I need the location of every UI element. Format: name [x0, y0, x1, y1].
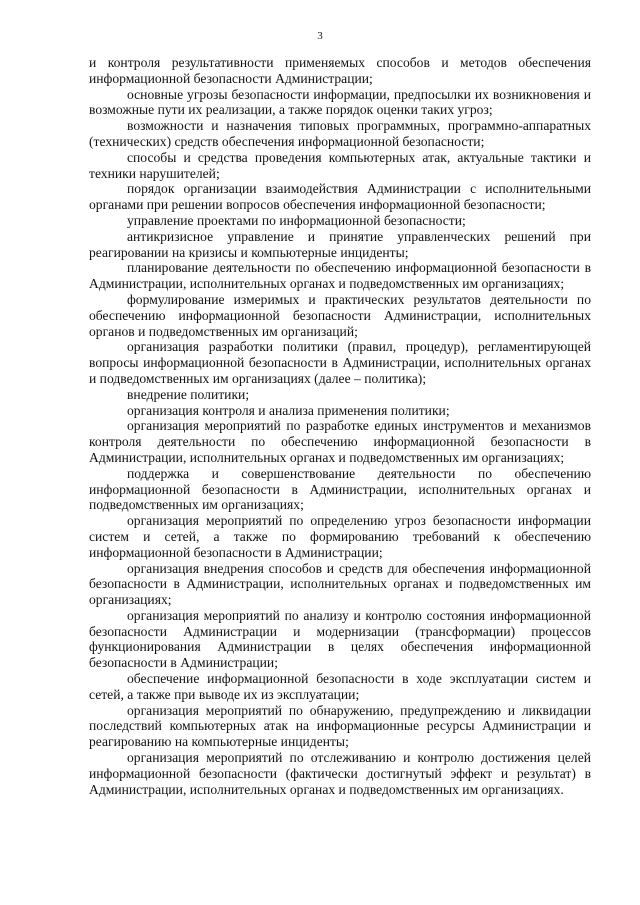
paragraph: поддержка и совершенствование деятельности по обеспечению информационной безопасности в Администрации, исполнительных органах и подведомственных им организациях; — [89, 465, 591, 513]
paragraph: антикризисное управление и принятие управленческих решений при реагировании на кризисы и компьютерные инциденты; — [89, 228, 591, 260]
paragraph: внедрение политики; — [127, 386, 250, 402]
paragraph: планирование деятельности по обеспечению информационной безопасности в Администрации, исполнительных органах и подведомственных им организациях; — [89, 260, 591, 292]
document-body — [89, 55, 591, 797]
paragraph: обеспечение информационной безопасности в ходе эксплуатации систем и сетей, а также при выводе их из эксплуатации; — [89, 671, 591, 702]
paragraph: основные угрозы безопасности информации, предпосылки их возникновения и возможные пути их реализации, а также порядок оценки таких угроз; — [89, 86, 591, 118]
paragraph: организация мероприятий по отслеживанию и контролю достижения целей информационной безопасности (фактически достигнутый эффект и результат) в Администрации, исполнительных органах и подведомственных им организациях. — [89, 750, 591, 797]
paragraph: способы и средства проведения компьютерных атак, актуальные тактики и техники нарушителей; — [89, 149, 591, 181]
paragraph: порядок организации взаимодействия Администрации с исполнительными органами при решении вопросов обеспечения информационной безопасности; — [89, 181, 591, 213]
page-number: 3 — [317, 30, 323, 42]
paragraph: организация мероприятий по определению угроз безопасности информации систем и сетей, а также по формированию требований к обеспечению информационной безопасности в Администрации; — [89, 513, 591, 560]
paragraph: организация контроля и анализа применения политики; — [127, 402, 450, 418]
paragraph: организация мероприятий по анализу и контролю состояния информационной безопасности Администрации и модернизации (трансформации) процессов функционирования Администрации в целях обеспечения информационной безопасности в Администрации; — [89, 607, 591, 671]
paragraph: формулирование измеримых и практических результатов деятельности по обеспечению информационной безопасности Администрации, исполнительных органов и подведомственных им организаций; — [89, 291, 591, 339]
paragraph: возможности и назначения типовых программных, программно-аппаратных (технических) средств обеспечения информационной безопасности; — [89, 118, 591, 149]
paragraph: организация разработки политики (правил, процедур), регламентирующей вопросы информационной безопасности в Администрации, исполнительных органах и подведомственных им организациях (далее – политика); — [89, 339, 591, 386]
paragraph: организация внедрения способов и средств для обеспечения информационной безопасности в Администрации, исполнительных органах и подведомственных им организациях; — [89, 560, 591, 608]
paragraph: организация мероприятий по разработке единых инструментов и механизмов контроля деятельности по обеспечению информационной безопасности в Администрации, исполнительных органах и подведомственных им организациях; — [89, 418, 591, 465]
paragraph: управление проектами по информационной безопасности; — [127, 212, 466, 228]
paragraph: и контроля результативности применяемых способов и методов обеспечения информационной безопасности Администрации; — [89, 55, 591, 86]
paragraph: организация мероприятий по обнаружению, предупреждению и ликвидации последствий компьютерных атак на информационные ресурсы Администрации и реагированию на компьютерные инциденты; — [89, 702, 591, 750]
